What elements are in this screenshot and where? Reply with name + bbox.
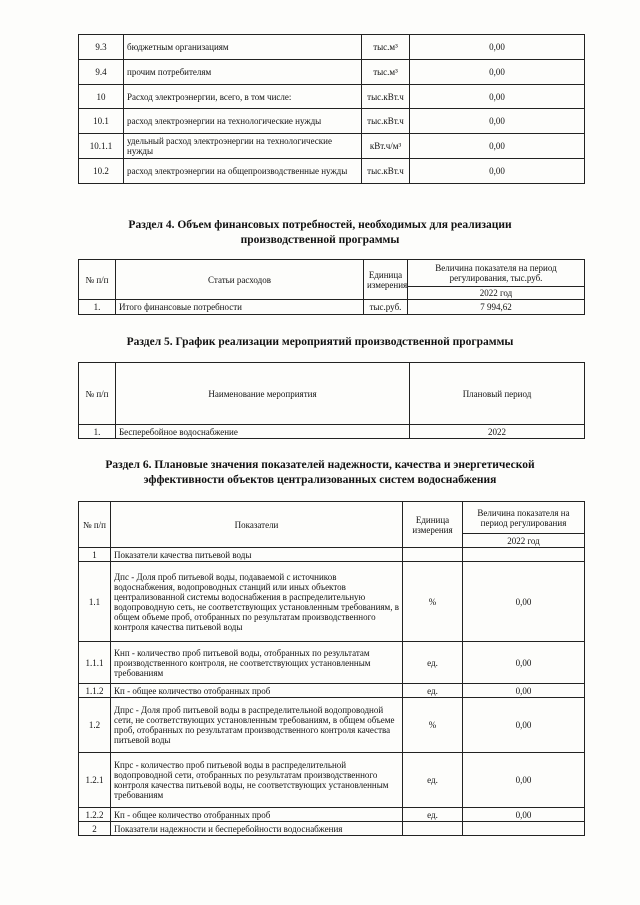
table-row: [79, 808, 585, 822]
cell-num: 1: [79, 548, 111, 562]
row-name: Итого финансовые потребности: [116, 300, 364, 315]
row-unit: тыс.руб.: [364, 300, 408, 315]
table-row: [79, 562, 585, 642]
row-name: Бесперебойное водоснабжение: [116, 425, 410, 439]
row-num: 1.: [79, 300, 116, 315]
table-row: [79, 109, 585, 134]
cell-value: 0,00: [463, 698, 585, 753]
section6-heading: Раздел 6. Плановые значения показателей надежности, качества и энергетической эффективности объектов централизованных систем водоснабжения: [105, 459, 535, 486]
table-row: [79, 642, 585, 684]
cell-name: Показатели качества питьевой воды: [111, 548, 403, 562]
cell-name: Кнп - количество проб питьевой воды, отобранных по результатам производственного контроля, не соответствующих установленным требованиям: [111, 642, 403, 684]
cell-value: 0,00: [463, 753, 585, 808]
cell-unit: кВт.ч/м³: [362, 134, 410, 159]
cell-num: 1.1.1: [79, 642, 111, 684]
row-num: 1.: [79, 425, 116, 439]
consumption-table: [78, 34, 585, 184]
cell-name: Показатели надежности и бесперебойности водоснабжения: [111, 822, 403, 836]
cell-name: прочим потребителям: [124, 60, 362, 85]
cell-num: 9.4: [79, 60, 124, 85]
cell-num: 1.1.2: [79, 684, 111, 698]
table-row: [79, 753, 585, 808]
cell-value: 0,00: [463, 642, 585, 684]
cell-name: Дпрс - Доля проб питьевой воды в распределительной водопроводной сети, не соответствующих установленным требованиям, в общем объеме проб, отобранных по результатам производственного контроля качества питьевой воды: [111, 698, 403, 753]
col-name: Наименование мероприятия: [116, 363, 410, 425]
col-name: Показатели: [111, 502, 403, 548]
cell-value: 0,00: [463, 808, 585, 822]
table-row: [79, 134, 585, 159]
cell-unit: ед.: [403, 753, 463, 808]
row-value: 7 994,62: [408, 300, 585, 315]
cell-num: 2: [79, 822, 111, 836]
col-name: Статьи расходов: [116, 260, 364, 300]
cell-unit: ед.: [403, 642, 463, 684]
cell-name: Расход электроэнергии, всего, в том числе:: [124, 85, 362, 109]
col-num: № п/п: [79, 260, 116, 300]
col-year: 2022 год: [463, 534, 585, 548]
col-num: № п/п: [79, 363, 116, 425]
cell-name: Дпс - Доля проб питьевой воды, подаваемой с источников водоснабжения, водопроводных станций или иных объектов централизованной системы водоснабжения в распределительную водопроводную сеть, не соответствующих установленным требованиям, в общем объеме проб, отобранных по результатам производственного контроля качества питьевой воды: [111, 562, 403, 642]
cell-value: 0,00: [410, 35, 585, 60]
cell-value: 0,00: [410, 85, 585, 109]
cell-num: 10.1: [79, 109, 124, 134]
cell-unit: тыс.кВт.ч: [362, 109, 410, 134]
col-value: Величина показателя на период регулирования: [463, 502, 585, 534]
cell-num: 1.1: [79, 562, 111, 642]
table-row: [79, 698, 585, 753]
cell-value: 0,00: [463, 684, 585, 698]
cell-unit: тыс.кВт.ч: [362, 85, 410, 109]
cell-value: 0,00: [410, 109, 585, 134]
col-num: № п/п: [79, 502, 111, 548]
table-row: [79, 684, 585, 698]
cell-name: Кпрс - количество проб питьевой воды в распределительной водопроводной сети, отобранных по результатам производственного контроля качества питьевой воды, не соответствующих установленным требованиям: [111, 753, 403, 808]
table-row: [79, 548, 585, 562]
cell-unit: ед.: [403, 808, 463, 822]
cell-name: расход электроэнергии на общепроизводственные нужды: [124, 159, 362, 184]
table-row: [79, 822, 585, 836]
section4-heading: Раздел 4. Объем финансовых потребностей, необходимых для реализации производственной программы: [128, 219, 512, 246]
table-row: [79, 35, 585, 60]
cell-num: 1.2: [79, 698, 111, 753]
finance-table: [78, 259, 585, 315]
section5-heading: Раздел 5. График реализации мероприятий производственной программы: [126, 336, 514, 348]
cell-name: удельный расход электроэнергии на технологические нужды: [124, 134, 362, 159]
cell-value: 0,00: [410, 60, 585, 85]
cell-unit: [403, 548, 463, 562]
cell-unit: %: [403, 698, 463, 753]
cell-unit: тыс.м³: [362, 35, 410, 60]
cell-num: 10: [79, 85, 124, 109]
cell-unit: [403, 822, 463, 836]
cell-name: Кп - общее количество отобранных проб: [111, 808, 403, 822]
cell-name: Кп - общее количество отобранных проб: [111, 684, 403, 698]
cell-unit: тыс.кВт.ч: [362, 159, 410, 184]
indicators-table: [78, 501, 585, 836]
cell-num: 10.2: [79, 159, 124, 184]
col-year: 2022 год: [408, 287, 585, 300]
cell-name: расход электроэнергии на технологические нужды: [124, 109, 362, 134]
col-unit: Единица измерения: [364, 260, 408, 300]
table-row: [79, 159, 585, 184]
cell-num: 9.3: [79, 35, 124, 60]
col-period: Плановый период: [410, 363, 585, 425]
cell-unit: тыс.м³: [362, 60, 410, 85]
cell-unit: ед.: [403, 684, 463, 698]
cell-num: 1.2.2: [79, 808, 111, 822]
cell-unit: %: [403, 562, 463, 642]
cell-num: 1.2.1: [79, 753, 111, 808]
cell-value: [463, 822, 585, 836]
cell-name: бюджетным организациям: [124, 35, 362, 60]
col-unit: Единица измерения: [403, 502, 463, 548]
table-row: [79, 85, 585, 109]
cell-value: 0,00: [463, 562, 585, 642]
table-row: [79, 60, 585, 85]
cell-value: [463, 548, 585, 562]
col-value: Величина показателя на период регулирования, тыс.руб.: [408, 260, 585, 287]
cell-value: 0,00: [410, 159, 585, 184]
cell-value: 0,00: [410, 134, 585, 159]
schedule-table: [78, 362, 585, 439]
cell-num: 10.1.1: [79, 134, 124, 159]
row-period: 2022: [410, 425, 585, 439]
